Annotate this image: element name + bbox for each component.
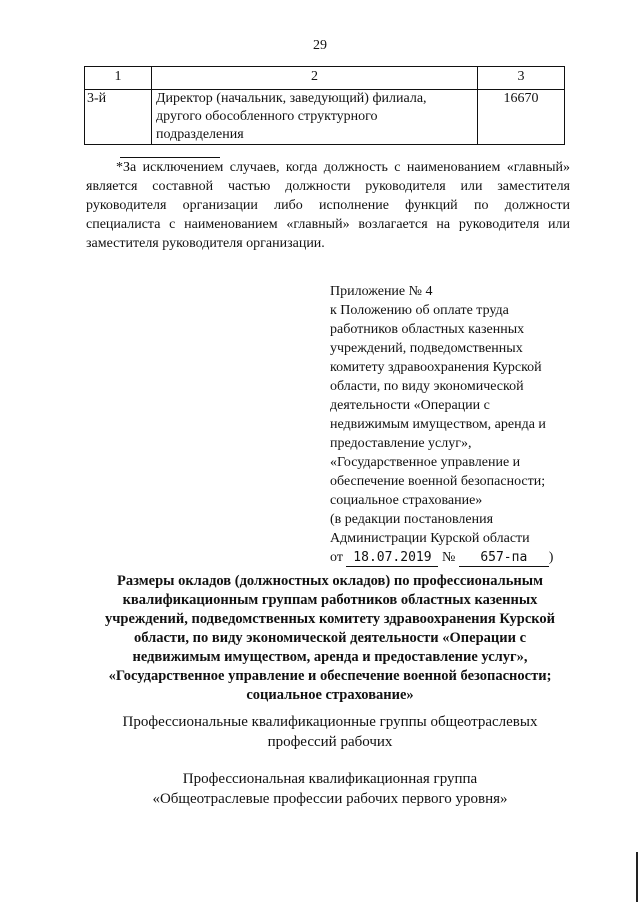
document-title: [90, 572, 570, 705]
appendix-line: социальное страхование»: [330, 493, 483, 508]
subsection-heading: [90, 769, 570, 809]
salary-cell: 16670: [478, 90, 565, 145]
appendix-line: работников областных казенных: [330, 322, 525, 337]
subsection-heading-line: «Общеотраслевые профессии рабочих первого уровня»: [152, 791, 508, 807]
appendix-line: предоставление услуг»,: [330, 436, 472, 451]
position-line: Директор (начальник, заведующий) филиала,: [156, 91, 427, 106]
appendix-line: деятельности «Операции с: [330, 398, 490, 413]
decree-date: 18.07.2019: [346, 550, 438, 567]
section-heading: [90, 712, 570, 752]
table-header-cell: 2: [152, 67, 478, 90]
appendix-line: комитету здравоохранения Курской: [330, 360, 542, 375]
appendix-line: (в редакции постановления: [330, 512, 494, 527]
footnote: *За исключением случаев, когда должность с наименованием «главный» является составной частью должности руководителя или заместителя руководителя организации либо исполнение функций по должности специалиста с наименованием «главный» возлагается на руководителя или заместителя руководителя организации.: [86, 160, 570, 251]
appendix-line: Администрации Курской области: [330, 531, 530, 546]
scan-edge-mark: [636, 852, 638, 902]
appendix-header: [330, 282, 580, 567]
title-line: области, по виду экономической деятельности «Операции с: [133, 630, 527, 646]
position-line: подразделения: [156, 127, 244, 142]
salary-table: [84, 66, 565, 145]
subsection-heading-line: Профессиональная квалификационная группа: [182, 771, 478, 787]
section-heading-line: Профессиональные квалификационные группы общеотраслевых: [122, 714, 538, 730]
appendix-line: к Положению об оплате труда: [330, 303, 509, 318]
title-line: социальное страхование»: [246, 687, 414, 703]
section-heading-line: профессий рабочих: [267, 734, 393, 750]
qualification-level-cell: 3-й: [85, 90, 152, 145]
title-line: недвижимым имуществом, аренда и предоставление услуг»,: [132, 649, 528, 665]
page-number: 29: [313, 38, 327, 53]
table-header-cell: 1: [85, 67, 152, 90]
table-header-row: [85, 67, 565, 90]
position-cell: [152, 90, 478, 145]
closing-paren: ): [548, 550, 554, 565]
appendix-line: Приложение № 4: [330, 284, 433, 299]
from-label: от: [330, 550, 343, 565]
number-label: №: [441, 550, 456, 565]
table-row: [85, 90, 565, 145]
title-line: Размеры окладов (должностных окладов) по профессиональным: [117, 573, 543, 589]
table-header-cell: 3: [478, 67, 565, 90]
title-line: учреждений, подведомственных комитету здравоохранения Курской: [104, 611, 556, 627]
appendix-line: области, по виду экономической: [330, 379, 524, 394]
title-line: квалификационным группам работников областных казенных: [122, 592, 538, 608]
title-line: «Государственное управление и обеспечение военной безопасности;: [108, 668, 552, 684]
decree-number: 657-па: [459, 550, 549, 567]
appendix-line: недвижимым имуществом, аренда и: [330, 417, 546, 432]
position-line: другого обособленного структурного: [156, 109, 378, 124]
decree-reference: [330, 548, 580, 567]
appendix-line: учреждений, подведомственных: [330, 341, 523, 356]
appendix-line: обеспечение военной безопасности;: [330, 474, 546, 489]
appendix-line: «Государственное управление и: [330, 455, 521, 470]
